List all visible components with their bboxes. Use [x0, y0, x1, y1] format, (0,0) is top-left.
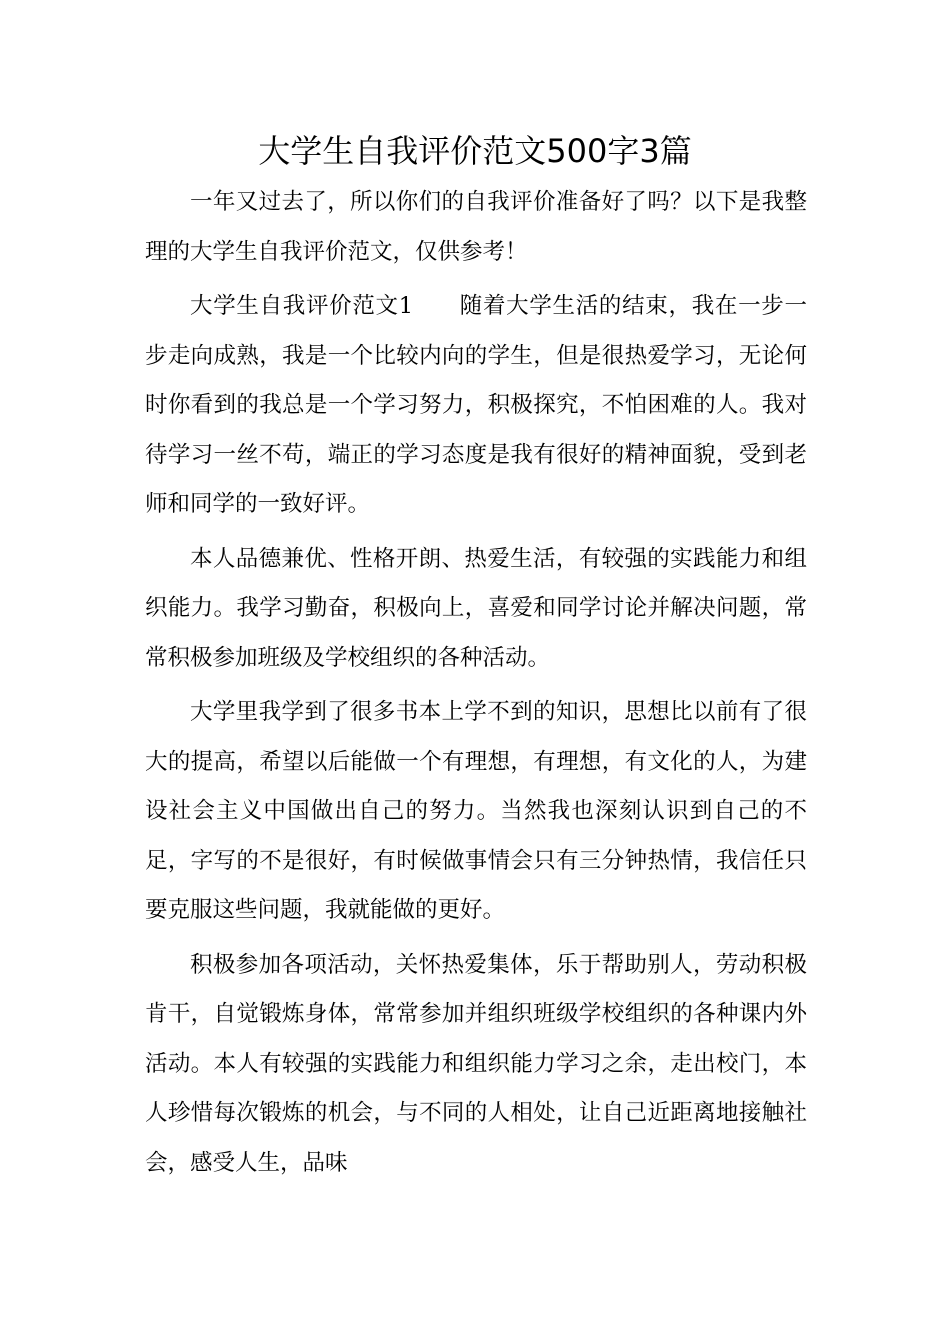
sample-1-heading: 大学生自我评价范文1 — [190, 293, 414, 319]
sample-1-text: 随着大学生活的结束，我在一步一步走向成熟，我是一个比较内向的学生，但是很热爱学习，无论何时你看到的我总是一个学习努力，积极探究，不怕困难的人。我对待学习一丝不苟，端正的学习态度是我有很好的精神面貌，受到老师和同学的一致好评。 — [145, 293, 807, 517]
document-title: 大学生自我评价范文500字3篇 — [258, 132, 692, 170]
body-paragraph: 大学里我学到了很多书本上学不到的知识，思想比以前有了很大的提高，希望以后能做一个有理想，有理想，有文化的人，为建设社会主义中国做出自己的努力。当然我也深刻认识到自己的不足，字写的不是很好，有时候做事情会只有三分钟热情，我信任只要克服这些问题，我就能做的更好。 — [145, 699, 807, 923]
body-paragraph: 积极参加各项活动，关怀热爱集体，乐于帮助别人，劳动积极肯干，自觉锻炼身体，常常参加并组织班级学校组织的各种课内外活动。本人有较强的实践能力和组织能力学习之余，走出校门，本人珍惜每次锻炼的机会，与不同的人相处，让自己近距离地接触社会，感受人生，品味 — [145, 951, 807, 1176]
sample-1-paragraph — [145, 282, 807, 530]
document-body — [145, 178, 807, 1188]
body-paragraph: 本人品德兼优、性格开朗、热爱生活，有较强的实践能力和组织能力。我学习勤奋，积极向上，喜爱和同学讨论并解决问题，常常积极参加班级及学校组织的各种活动。 — [145, 545, 807, 671]
intro-paragraph: 一年又过去了，所以你们的自我评价准备好了吗？以下是我整理的大学生自我评价范文，仅供参考！ — [145, 189, 807, 265]
